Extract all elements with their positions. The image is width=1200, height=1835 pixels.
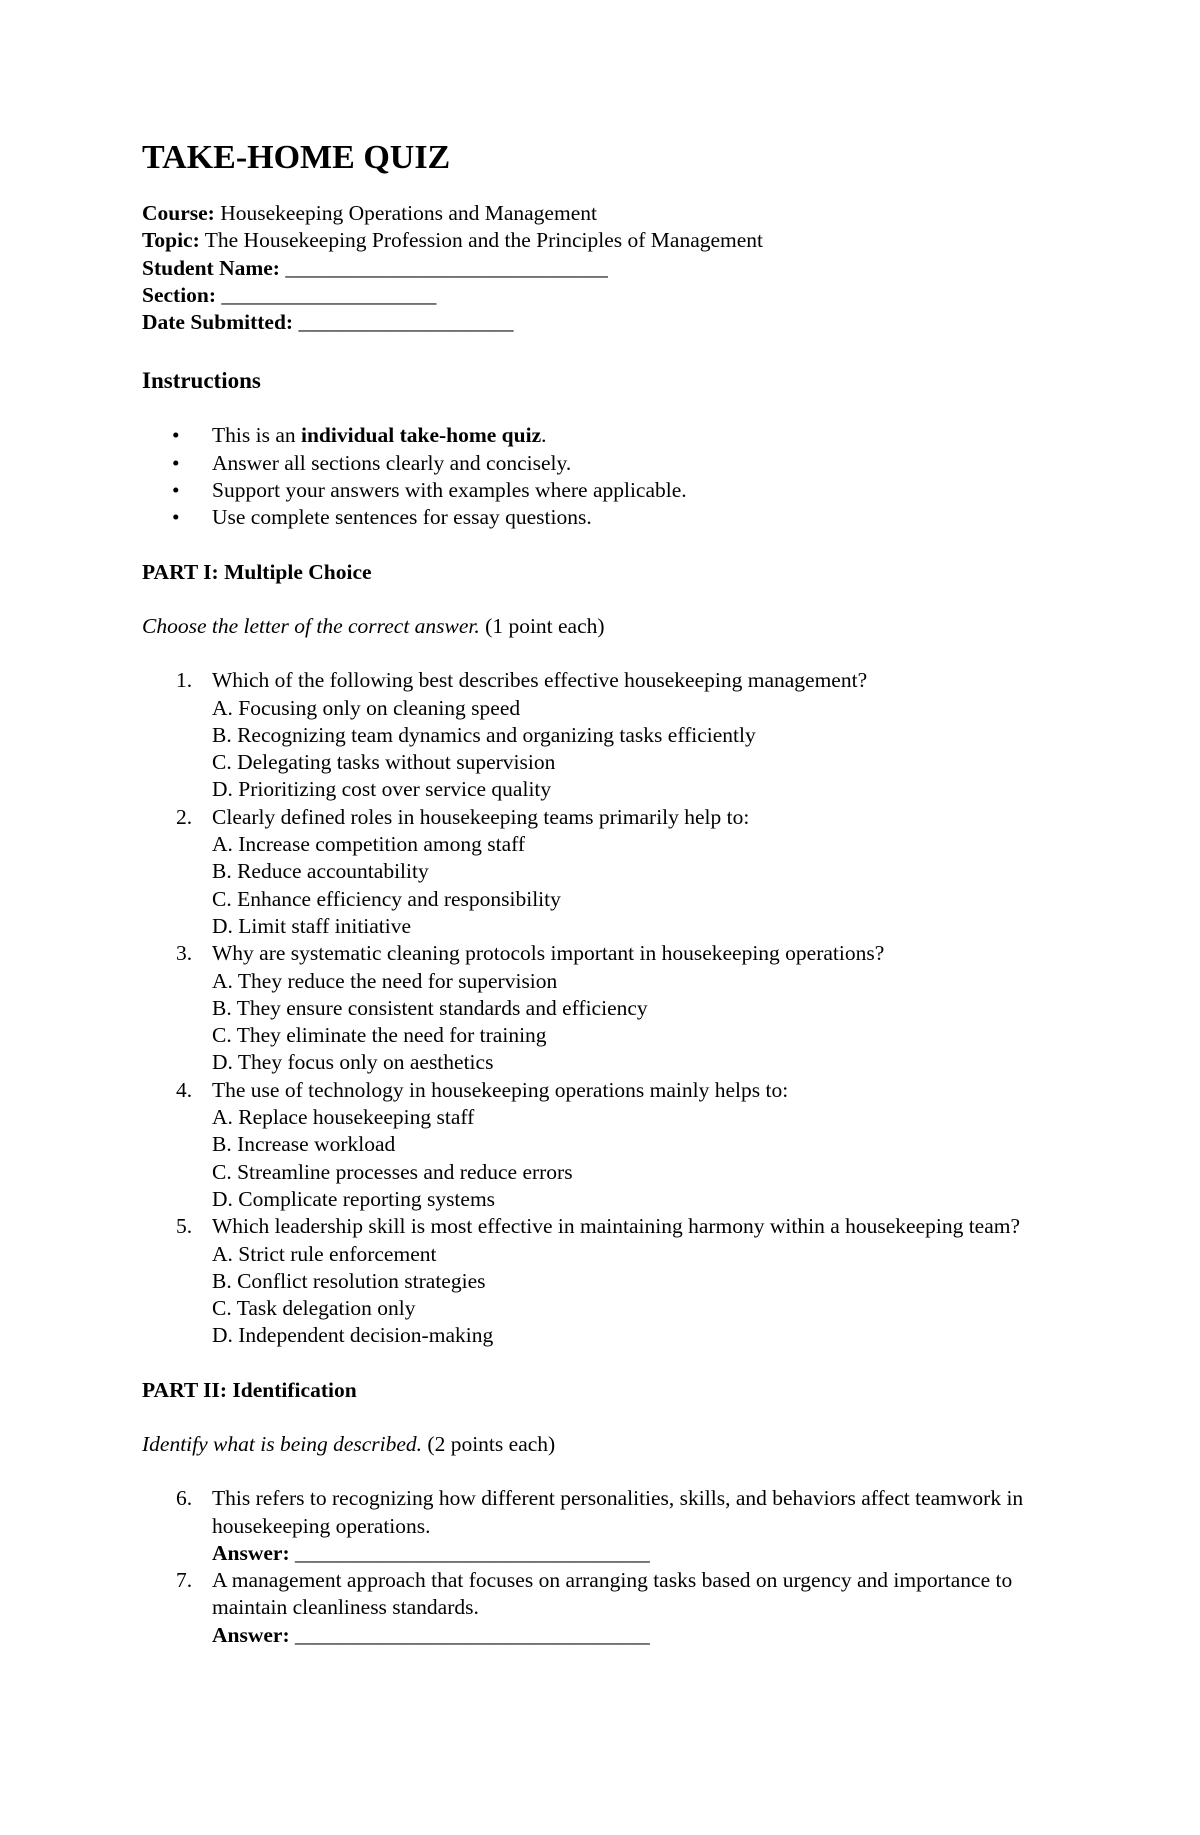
course-label: Course: xyxy=(142,201,215,225)
section-label: Section: xyxy=(142,282,217,307)
answer-field[interactable]: _________________________________ xyxy=(295,1622,650,1647)
bullet-icon: • xyxy=(172,505,180,530)
answer-line xyxy=(212,1622,1062,1649)
option-d[interactable]: D. Independent decision-making xyxy=(212,1323,494,1348)
option-b[interactable]: B. Conflict resolution strategies xyxy=(212,1268,486,1293)
part2-instruction xyxy=(142,1431,1062,1458)
question-item xyxy=(142,1213,1062,1349)
quiz-header-info xyxy=(142,200,1062,336)
topic-line xyxy=(142,227,1062,254)
part1-title: PART I: Multiple Choice xyxy=(142,559,372,584)
bullet-icon: • xyxy=(172,450,180,475)
section-field[interactable]: ____________________ xyxy=(221,282,437,307)
question-item xyxy=(142,1485,1062,1567)
instruction-text: Support your answers with examples where applicable. xyxy=(212,478,687,503)
question-item xyxy=(142,940,1062,1076)
section-line xyxy=(142,282,1062,309)
option-d[interactable]: D. Complicate reporting systems xyxy=(212,1186,496,1211)
option-b[interactable]: B. They ensure consistent standards and efficiency xyxy=(212,995,648,1020)
date-submitted-line xyxy=(142,309,1062,336)
option-a[interactable]: A. Increase competition among staff xyxy=(212,832,526,857)
part1-instruction-text: Choose the letter of the correct answer. xyxy=(142,613,480,638)
option-c[interactable]: C. Delegating tasks without supervision xyxy=(212,750,556,775)
instructions-list xyxy=(142,422,1062,531)
answer-label: Answer: xyxy=(212,1622,290,1647)
option-c[interactable]: C. Task delegation only xyxy=(212,1296,416,1321)
question-item xyxy=(142,667,1062,803)
option-b[interactable]: B. Increase workload xyxy=(212,1132,396,1157)
question-text: Clearly defined roles in housekeeping teams primarily help to: xyxy=(212,804,750,829)
student-name-line xyxy=(142,255,1062,282)
part1-instruction xyxy=(142,613,1062,640)
part1-points: (1 point each) xyxy=(479,613,605,638)
question-number: 3. xyxy=(176,941,193,966)
answer-label: Answer: xyxy=(212,1540,290,1565)
question-text: The use of technology in housekeeping operations mainly helps to: xyxy=(212,1077,789,1102)
instruction-item xyxy=(142,450,1062,477)
question-number: 6. xyxy=(176,1486,193,1511)
option-d[interactable]: D. Limit staff initiative xyxy=(212,913,412,938)
part2-instruction-text: Identify what is being described. xyxy=(142,1431,423,1456)
question-item xyxy=(142,1077,1062,1213)
option-c[interactable]: C. They eliminate the need for training xyxy=(212,1023,547,1048)
question-text: This refers to recognizing how different personalities, skills, and behaviors affect teamwork in housekeeping operations. xyxy=(212,1486,1024,1538)
instruction-text-end: . xyxy=(541,423,547,448)
option-d[interactable]: D. Prioritizing cost over service quality xyxy=(212,777,552,802)
question-item xyxy=(142,1567,1062,1649)
identification-list xyxy=(142,1485,1062,1649)
course-line xyxy=(142,200,1062,227)
option-b[interactable]: B. Reduce accountability xyxy=(212,859,429,884)
question-number: 1. xyxy=(176,668,193,693)
part2-title: PART II: Identification xyxy=(142,1377,357,1402)
instruction-item xyxy=(142,422,1062,449)
student-name-label: Student Name: xyxy=(142,255,280,280)
bullet-icon: • xyxy=(172,423,180,448)
instruction-text: This is an xyxy=(212,423,301,448)
instruction-item xyxy=(142,504,1062,531)
question-text: Which of the following best describes effective housekeeping management? xyxy=(212,668,868,693)
option-a[interactable]: A. Replace housekeeping staff xyxy=(212,1105,475,1130)
question-item xyxy=(142,804,1062,940)
option-a[interactable]: A. Strict rule enforcement xyxy=(212,1241,437,1266)
option-a[interactable]: A. They reduce the need for supervision xyxy=(212,968,558,993)
course-value: Housekeeping Operations and Management xyxy=(220,201,597,225)
instructions-heading: Instructions xyxy=(142,368,261,394)
part2-points: (2 points each) xyxy=(422,1431,556,1456)
answer-field[interactable]: _________________________________ xyxy=(295,1540,650,1565)
option-c[interactable]: C. Enhance efficiency and responsibility xyxy=(212,886,561,911)
page-title: TAKE-HOME QUIZ xyxy=(142,139,451,176)
date-submitted-label: Date Submitted: xyxy=(142,310,294,335)
answer-line xyxy=(212,1540,1062,1567)
instruction-item xyxy=(142,477,1062,504)
date-submitted-field[interactable]: ____________________ xyxy=(298,310,514,335)
instruction-emphasis: individual take-home quiz xyxy=(300,423,542,448)
bullet-icon: • xyxy=(172,478,180,503)
instruction-text: Use complete sentences for essay questions. xyxy=(212,505,592,530)
question-text: Why are systematic cleaning protocols important in housekeeping operations? xyxy=(212,941,885,966)
student-name-field[interactable]: ______________________________ xyxy=(285,255,608,280)
question-number: 2. xyxy=(176,804,193,829)
multiple-choice-list xyxy=(142,667,1062,1349)
instruction-text: Answer all sections clearly and concisely. xyxy=(212,450,572,475)
topic-label: Topic: xyxy=(142,228,200,253)
quiz-page xyxy=(142,138,1062,1649)
question-text: Which leadership skill is most effective in maintaining harmony within a housekeeping team? xyxy=(212,1214,1021,1239)
question-number: 7. xyxy=(176,1568,193,1593)
topic-value: The Housekeeping Profession and the Principles of Management xyxy=(204,228,764,253)
question-number: 4. xyxy=(176,1077,193,1102)
option-a[interactable]: A. Focusing only on cleaning speed xyxy=(212,695,521,720)
option-b[interactable]: B. Recognizing team dynamics and organizing tasks efficiently xyxy=(212,722,756,747)
option-c[interactable]: C. Streamline processes and reduce errors xyxy=(212,1159,573,1184)
question-number: 5. xyxy=(176,1214,193,1239)
question-text: A management approach that focuses on arranging tasks based on urgency and importance to maintain cleanliness standards. xyxy=(212,1568,1013,1620)
option-d[interactable]: D. They focus only on aesthetics xyxy=(212,1050,494,1075)
